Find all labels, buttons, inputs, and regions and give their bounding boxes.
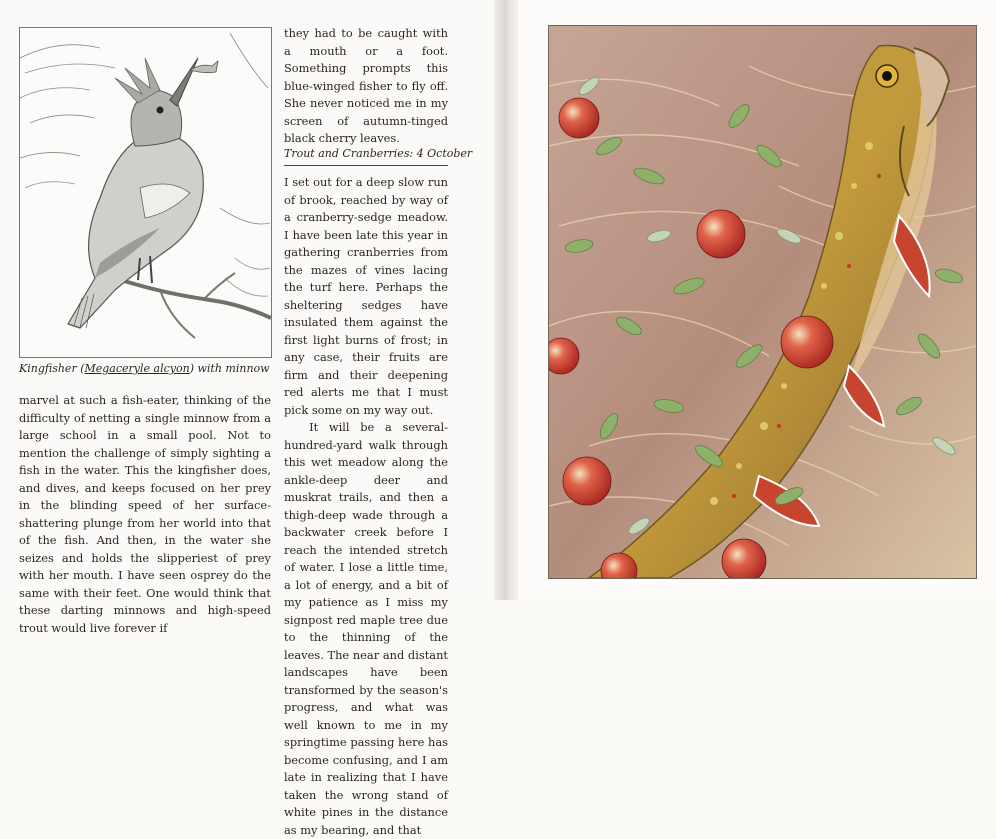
- heading-rule: [284, 165, 448, 166]
- paragraph-continuation: they had to be caught with a mouth or a foot. Something prompts this blue-winged fisher to fly off. She never noticed me in my screen of autumn-tinged black cherry leaves.: [284, 26, 448, 145]
- column-top-right: [284, 25, 448, 148]
- section-heading: Trout and Cranberries: 4 October: [284, 147, 473, 160]
- kingfisher-illustration: [19, 27, 272, 358]
- paragraph-1: I set out for a deep slow run of brook, reached by way of a cranberry-sedge meadow. I have been late this year in gathering cranberries from the mazes of vines lacing the turf here. Perhaps the sheltering sedges have insulated them against the first light burns of frost; in any case, their fruits are firm and their deepening red alerts me that I must pick some on my way out.: [284, 175, 448, 417]
- left-page: [0, 0, 496, 837]
- column-main-right: [284, 174, 448, 839]
- paragraph-2: It will be a several-hundred-yard walk through this wet meadow along the ankle-deep deer and muskrat trails, and then a thigh-deep wade through a backwater creek before I reach the intended stretch of water. I lose a little time, a lot of energy, and a bit of my patience as I miss my signpost red maple tree due to the thinning of the leaves. The near and distant landscapes have been transformed by the season's progress, and what was well known to me in my springtime passing here has become confusing, and I am late in realizing that I have taken the wrong stand of white pines in the distance as my bearing, and that: [284, 420, 448, 837]
- caption-scientific-name: Megaceryle alcyon: [84, 362, 190, 375]
- book-gutter: [494, 0, 520, 600]
- paragraph-kingfisher: marvel at such a fish-eater, thinking of the difficulty of netting a single minnow from a large school in a small pool. Not to mention the challenge of simply sighting a fish in the water. This the kingfisher does, and dives, and keeps focused on her prey in the blinding speed of her surface-shattering plunge from her world into that of the fish. And then, in the water she seizes and holds the slipperiest of prey with her mouth. I have seen osprey do the same with their feet. One would think that these darting minnows and high-speed trout would live forever if: [19, 393, 271, 635]
- column-bottom-left: [19, 392, 271, 637]
- trout-cranberry-painting: [548, 25, 977, 579]
- caption-prefix: Kingfisher (: [19, 362, 85, 375]
- caption-suffix: ) with minnow: [189, 362, 270, 375]
- illustration-caption: [19, 362, 270, 375]
